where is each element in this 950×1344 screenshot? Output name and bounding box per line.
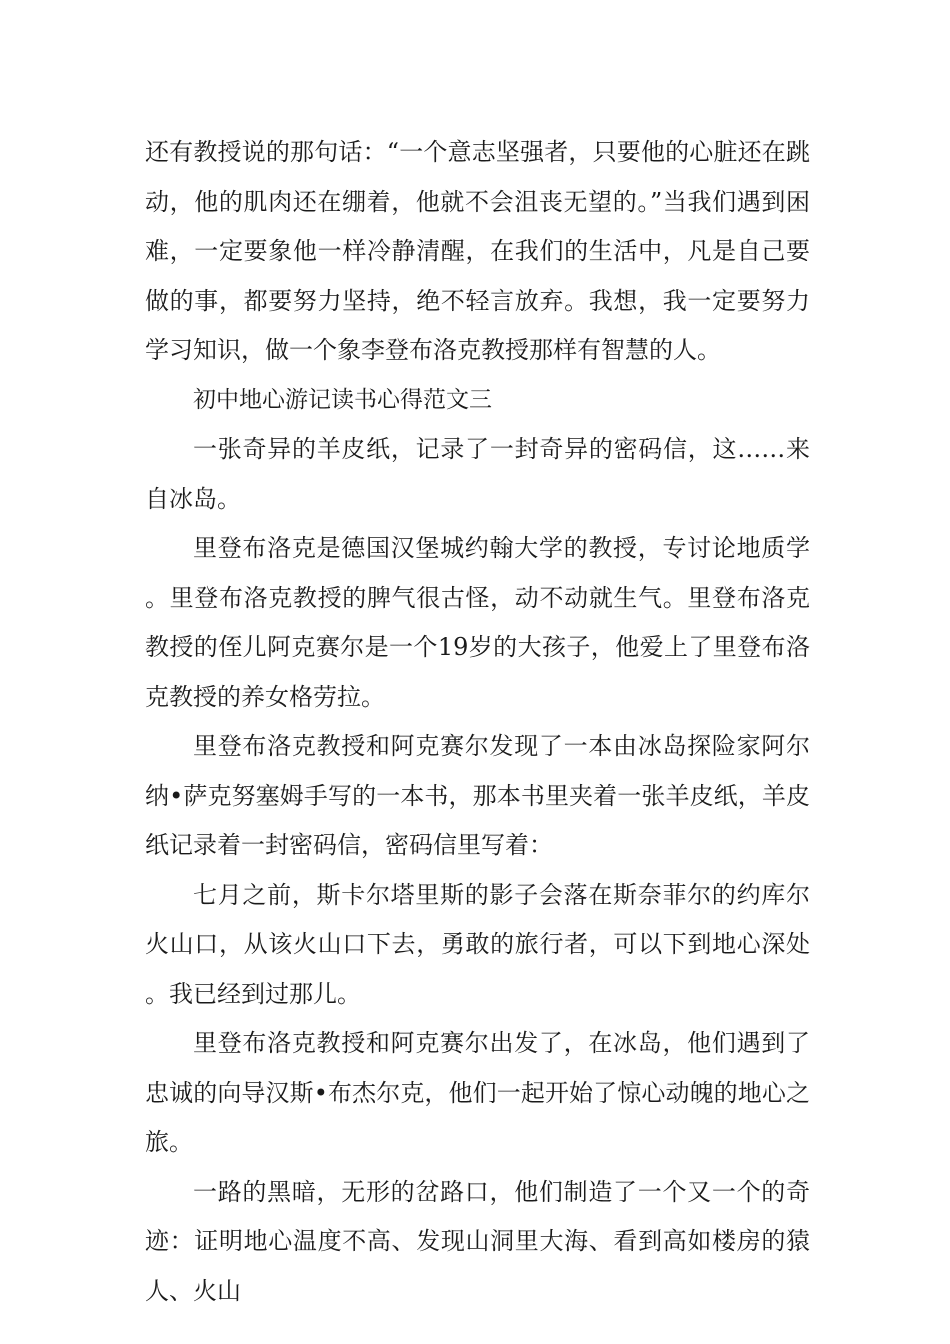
paragraph: 里登布洛克是德国汉堡城约翰大学的教授，专讨论地质学。里登布洛克教授的脾气很古怪，动不动就生气。里登布洛克教授的侄儿阿克赛尔是一个19岁的大孩子，他爱上了里登布洛克教授的养女格劳拉。 [145,534,810,711]
paragraph: 七月之前，斯卡尔塔里斯的影子会落在斯奈菲尔的约库尔火山口，从该火山口下去，勇敢的旅行者，可以下到地心深处。我已经到过那儿。 [145,880,810,1008]
paragraph: 里登布洛克教授和阿克赛尔发现了一本由冰岛探险家阿尔纳•萨克努塞姆手写的一本书，那本书里夹着一张羊皮纸，羊皮纸记录着一封密码信，密码信里写着： [145,732,810,859]
paragraph-continued: 还有教授说的那句话：“一个意志坚强者，只要他的心脏还在跳动，他的肌肉还在绷着，他就不会沮丧无望的。”当我们遇到困难，一定要象他一样冷静清醒，在我们的生活中，凡是自己要做的事，都要努力坚持，绝不轻言放弃。我想，我一定要努力学习知识，做一个象李登布洛克教授那样有智慧的人。 [145,138,810,364]
body-text [145,128,810,1316]
section-heading: 初中地心游记读书心得范文三 [193,386,492,413]
paragraph: 一张奇异的羊皮纸，记录了一封奇异的密码信，这……来自冰岛。 [145,435,810,513]
paragraph: 一路的黑暗，无形的岔路口，他们制造了一个又一个的奇迹：证明地心温度不高、发现山洞里大海、看到高如楼房的猿人、火山 [145,1177,810,1305]
paragraph: 里登布洛克教授和阿克赛尔出发了，在冰岛，他们遇到了忠诚的向导汉斯•布杰尔克，他们一起开始了惊心动魄的地心之旅。 [145,1029,810,1156]
